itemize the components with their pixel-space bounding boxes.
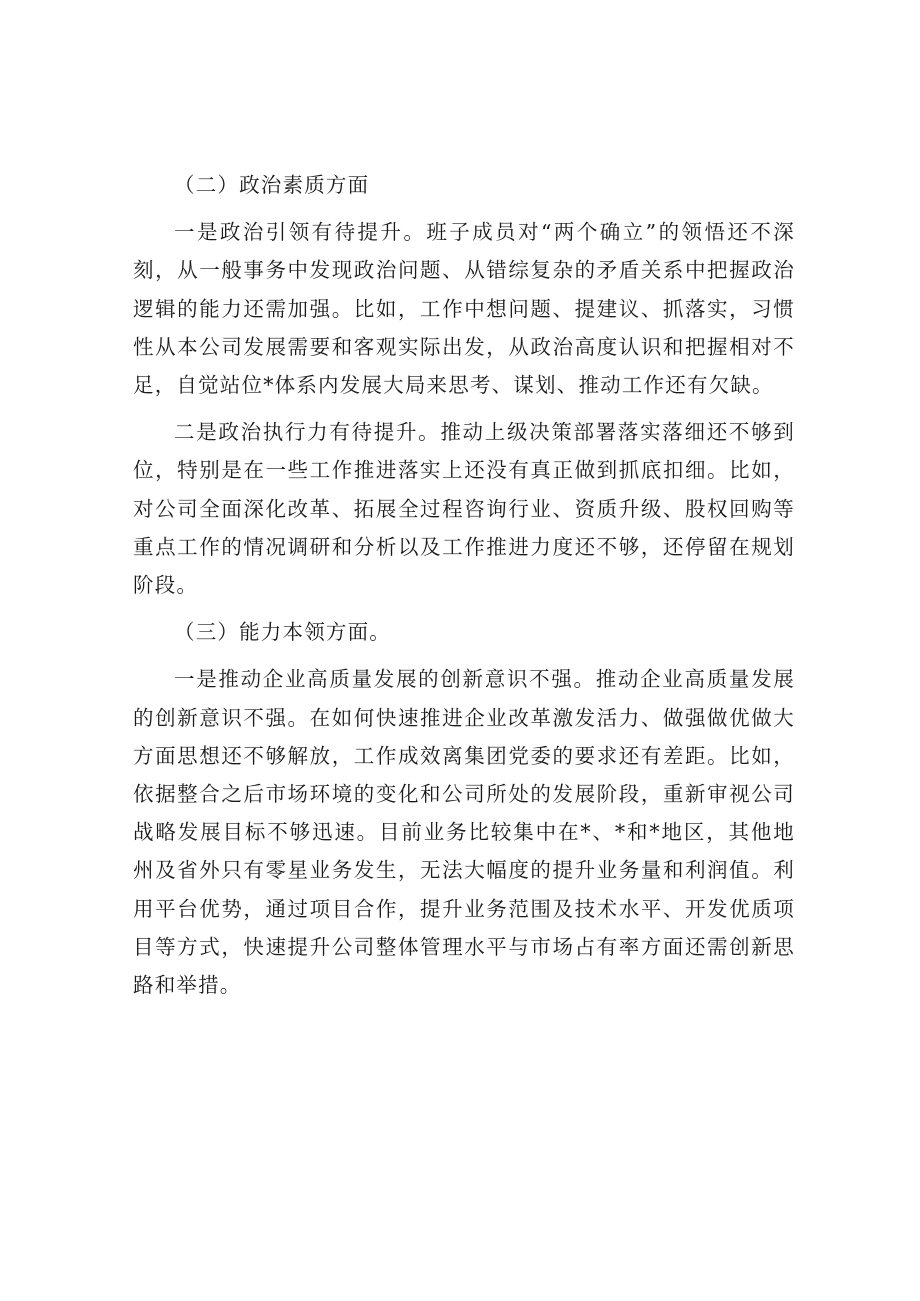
document-body <box>133 166 795 1013</box>
paragraph-political-leadership: 一是政治引领有待提升。班子成员对“两个确立”的领悟还不深刻，从一般事务中发现政治问题、从错综复杂的矛盾关系中把握政治逻辑的能力还需加强。比如，工作中想问题、提建议、抓落实，习惯性从本公司发展需要和客观实际出发，从政治高度认识和把握相对不足，自觉站位*体系内发展大局来思考、谋划、推动工作还有欠缺。 <box>133 220 795 398</box>
paragraph-innovation-awareness: 一是推动企业高质量发展的创新意识不强。推动企业高质量发展的创新意识不强。在如何快速推进企业改革激发活力、做强做优做大方面思想还不够解放，工作成效离集团党委的要求还有差距。比如，依据整合之后市场环境的变化和公司所处的发展阶段，重新审视公司战略发展目标不够迅速。目前业务比较集中在*、*和*地区，其他地州及省外只有零星业务发生，无法大幅度的提升业务量和利润值。利用平台优势，通过项目合作，提升业务范围及技术水平、开发优质项目等方式，快速提升公司整体管理水平与市场占有率方面还需创新思路和举措。 <box>133 667 795 998</box>
paragraph-political-execution: 二是政治执行力有待提升。推动上级决策部署落实落细还不够到位，特别是在一些工作推进落实上还没有真正做到抓底扣细。比如，对公司全面深化改革、拓展全过程咨询行业、资质升级、股权回购等重点工作的情况调研和分析以及工作推进力度还不够，还停留在规划阶段。 <box>133 420 795 598</box>
section-heading-ability: （三）能力本领方面。 <box>174 620 391 645</box>
section-heading-political-quality: （二）政治素质方面 <box>174 173 370 197</box>
